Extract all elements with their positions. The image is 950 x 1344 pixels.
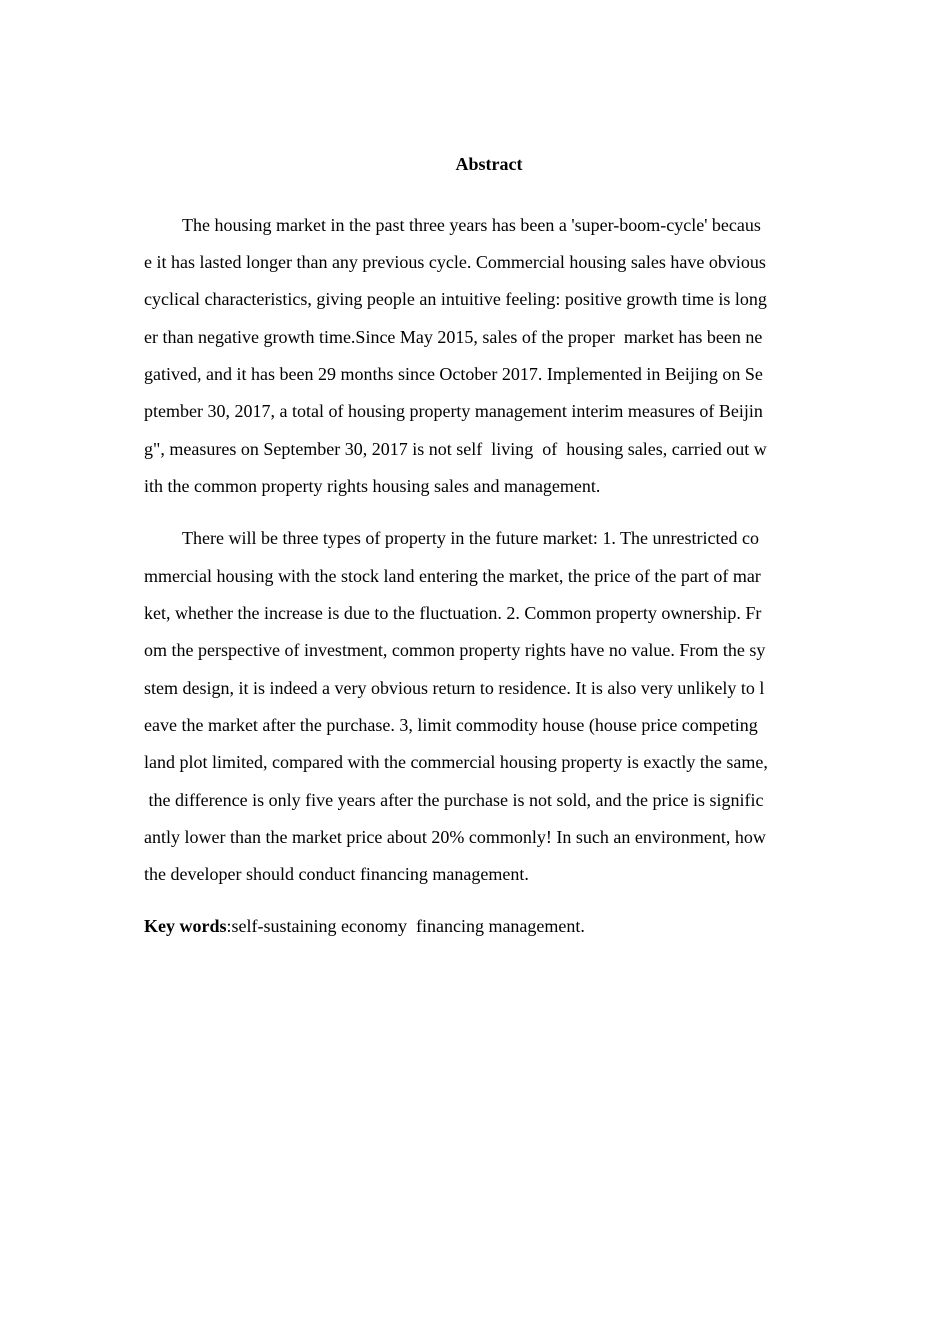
paragraph-1-line: g", measures on September 30, 2017 is not self living of housing sales, carried out w bbox=[144, 439, 767, 459]
keywords-label: Key words bbox=[144, 916, 227, 936]
abstract-title: Abstract bbox=[455, 154, 523, 174]
paragraph-2-line: ket, whether the increase is due to the fluctuation. 2. Common property ownership. Fr bbox=[144, 603, 762, 623]
paragraph-1-line: er than negative growth time.Since May 2015, sales of the proper market has been ne bbox=[144, 327, 763, 347]
paragraph-2-line: mmercial housing with the stock land entering the market, the price of the part of mar bbox=[144, 566, 761, 586]
keywords-line bbox=[144, 914, 585, 938]
paragraph-2-line: antly lower than the market price about 20% commonly! In such an environment, how bbox=[144, 827, 766, 847]
paragraph-1-line: ith the common property rights housing sales and management. bbox=[144, 476, 601, 496]
paragraph-2-line: the developer should conduct financing management. bbox=[144, 864, 529, 884]
paragraph-1-line: ptember 30, 2017, a total of housing property management interim measures of Beijin bbox=[144, 401, 763, 421]
paragraph-2-line: eave the market after the purchase. 3, limit commodity house (house price competing bbox=[144, 715, 758, 735]
paragraph-1-line: gatived, and it has been 29 months since October 2017. Implemented in Beijing on Se bbox=[144, 364, 763, 384]
paragraph-1-line: e it has lasted longer than any previous cycle. Commercial housing sales have obvious bbox=[144, 252, 766, 272]
paragraph-2-line: There will be three types of property in the future market: 1. The unrestricted co bbox=[182, 528, 759, 548]
keywords-text: :self-sustaining economy financing management. bbox=[226, 916, 585, 936]
paragraph-2-line: the difference is only five years after the purchase is not sold, and the price is signific bbox=[144, 790, 764, 810]
paragraph-1-line: cyclical characteristics, giving people an intuitive feeling: positive growth time is long bbox=[144, 289, 767, 309]
paragraph-2-line: om the perspective of investment, common property rights have no value. From the sy bbox=[144, 640, 766, 660]
paragraph-2-line: land plot limited, compared with the commercial housing property is exactly the same, bbox=[144, 752, 768, 772]
paragraph-1-line: The housing market in the past three years has been a 'super-boom-cycle' becaus bbox=[182, 215, 761, 235]
paragraph-2-line: stem design, it is indeed a very obvious return to residence. It is also very unlikely to l bbox=[144, 678, 765, 698]
